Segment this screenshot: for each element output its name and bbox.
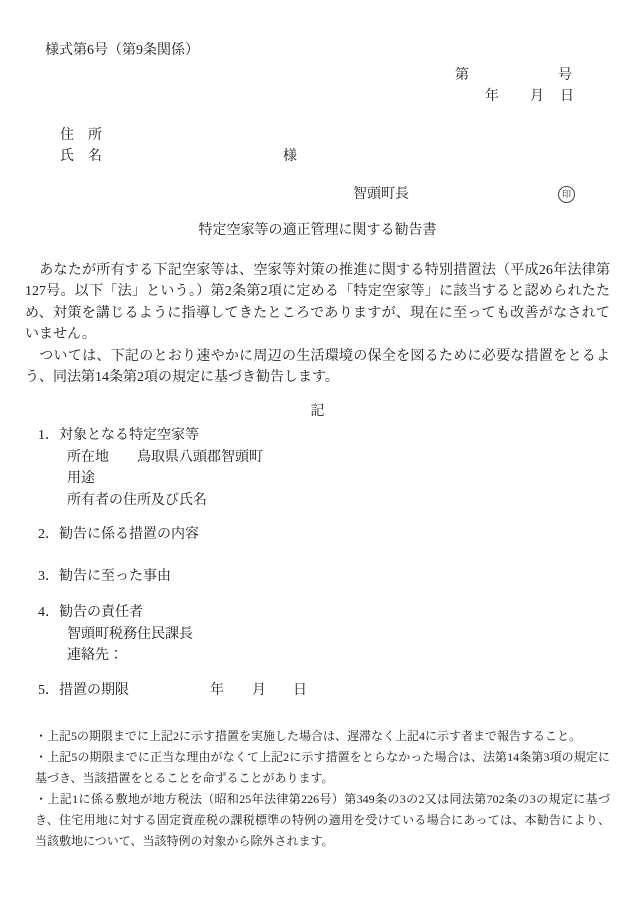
- deadline-year-label: 年: [210, 682, 224, 698]
- deadline-month-label: 月: [252, 682, 266, 698]
- body-paragraph-1: あなたが所有する下記空家等は、空家等対策の推進に関する特別措置法（平成26年法律第127号。以下「法」という。）第2条第2項に定める「特定空家等」に該当すると認められたため、対策を講じるように指導してきたところでありますが、現在に至っても改善がなされていません。: [25, 262, 610, 342]
- usage-label: 用途: [67, 471, 95, 486]
- recipient-name-line: [60, 146, 610, 168]
- section-5-heading: 5．措置の期限: [38, 682, 129, 698]
- section-1-location-line: [67, 447, 610, 469]
- footnote-3: ・上記1に係る敷地が地方税法（昭和25年法律第226号）第349条の3の2又は同法第702条の3の規定に基づき、住宅用地に対する固定資産税の課税標準の特例の適用を受けている場合にあっては、本勧告により、当該敷地について、当該特例の対象から除外されます。: [35, 792, 610, 848]
- section-1-heading: 1．対象となる特定空家等: [38, 428, 199, 443]
- section-4-heading: 4．勧告の責任者: [38, 605, 143, 620]
- location-label: 所在地: [67, 449, 109, 465]
- section-3-heading: 3．勧告に至った事由: [38, 568, 171, 584]
- body-paragraph-2: ついては、下記のとおり速やかに周辺の生活環境の保全を図るために必要な措置をとるよう、同法第14条第2項の規定に基づき勧告します。: [25, 348, 610, 385]
- section-5-line: [38, 680, 610, 702]
- recipient-honorific: 様: [283, 149, 297, 164]
- form-number: 様式第6号（第9条関係）: [45, 43, 199, 58]
- doc-number-suffix: 号: [558, 67, 572, 83]
- contact-label: 連絡先：: [67, 648, 123, 663]
- footnote-1: ・上記5の期限までに上記2に示す措置を実施した場合は、遅滞なく上記4に示す者まで報告すること。: [35, 729, 582, 743]
- section-2-heading: 2．勧告に係る措置の内容: [38, 527, 199, 542]
- location-value: 鳥取県八頭郡智頭町: [137, 449, 263, 465]
- doc-number-prefix: 第: [455, 67, 469, 83]
- responsible-person: 智頭町税務住民課長: [67, 626, 193, 642]
- issuer-line: [353, 184, 610, 206]
- recipient-name-label: 氏 名: [60, 149, 102, 164]
- owner-label: 所有者の住所及び氏名: [67, 492, 207, 508]
- footnote-2: ・上記5の期限までに正当な理由がなくて上記2に示す措置をとらなかった場合は、法第14条第3項の規定に基づき、当該措置をとることを命ずることがあります。: [35, 750, 610, 785]
- doc-number-line: [25, 65, 572, 87]
- record-marker: 記: [310, 403, 325, 419]
- deadline-day-label: 日: [293, 682, 307, 698]
- document-title: 特定空家等の適正管理に関する勧告書: [198, 223, 437, 238]
- footnotes-block: [35, 726, 610, 852]
- recipient-address-label: 住 所: [60, 127, 102, 143]
- seal-icon: 印: [558, 186, 575, 203]
- date-day-label: 日: [560, 89, 574, 104]
- date-year-label: 年: [485, 89, 499, 104]
- date-month-label: 月: [530, 89, 544, 104]
- date-line: [25, 86, 574, 108]
- issuer-name: 智頭町長: [353, 186, 409, 202]
- recipient-block: [60, 125, 610, 168]
